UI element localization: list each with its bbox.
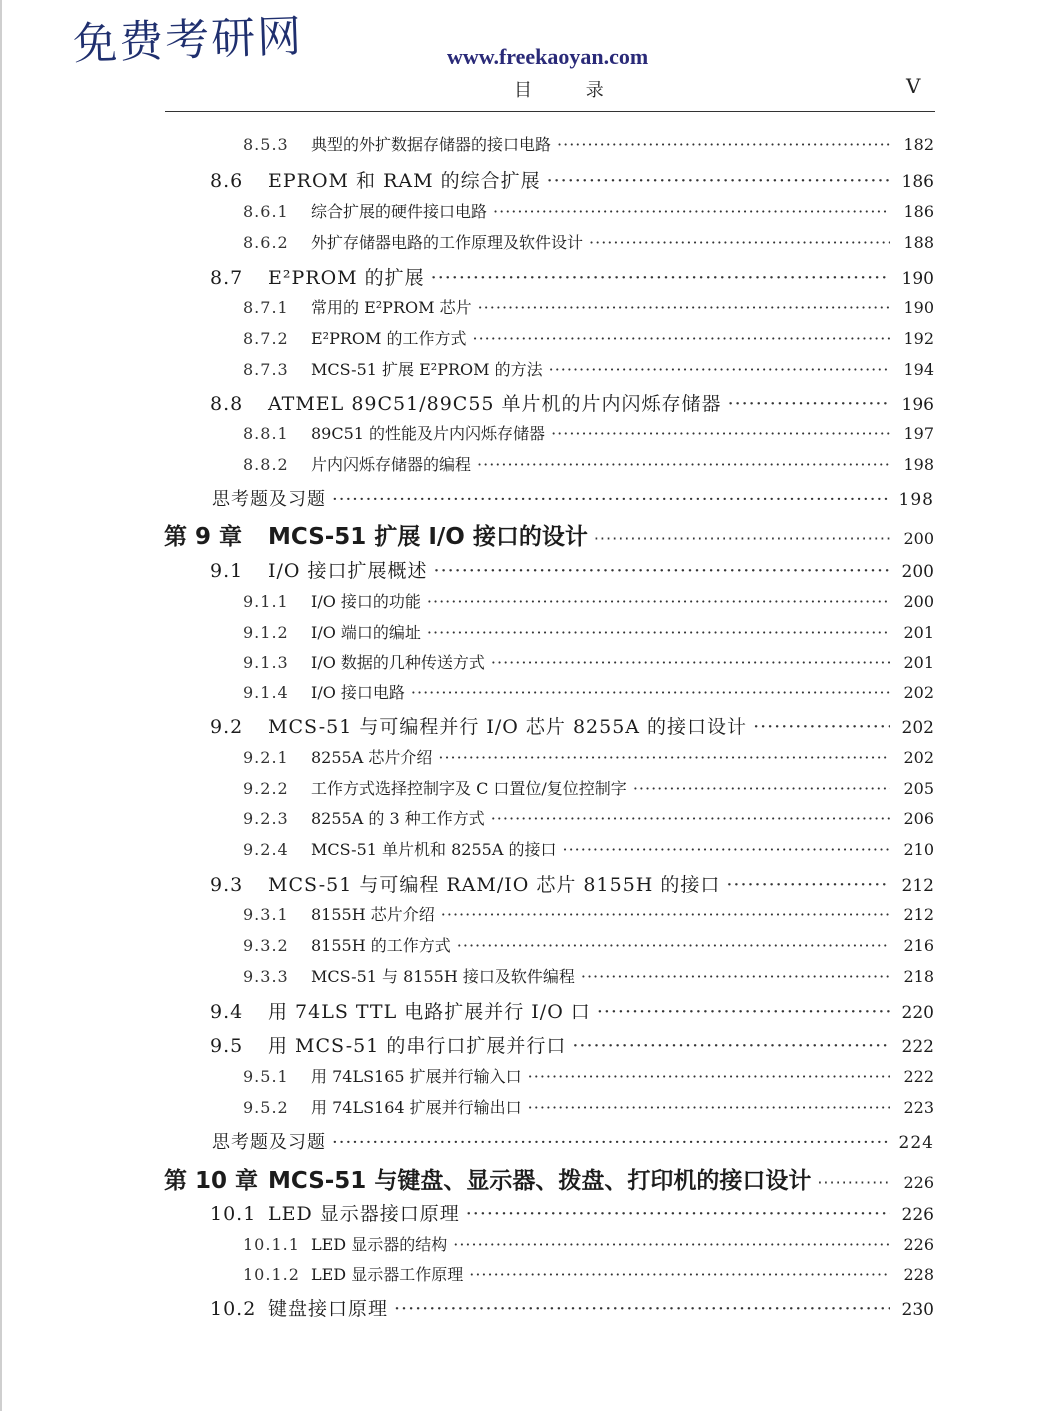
toc-entry-page: 194 xyxy=(903,360,934,379)
toc-entry-title: 用 MCS-51 的串行口扩展并行口 xyxy=(268,1035,567,1057)
toc-entry xyxy=(210,712,934,739)
toc-entry-number: 9.3.3 xyxy=(243,967,289,986)
toc-entry xyxy=(243,132,934,155)
toc-entry xyxy=(210,1199,934,1226)
dot-leader xyxy=(493,202,890,221)
toc-entry-number: 10.2 xyxy=(210,1298,257,1320)
dot-leader xyxy=(547,170,890,192)
toc-entry-title: E²PROM 的工作方式 xyxy=(311,329,467,348)
toc-entry-title: MCS-51 与可编程并行 I/O 芯片 8255A 的接口设计 xyxy=(268,716,748,738)
toc-entry-title: E²PROM 的扩展 xyxy=(268,267,425,289)
toc-entry-page: 192 xyxy=(903,329,934,348)
toc-entry-number: 9.4 xyxy=(210,1001,244,1023)
dot-leader xyxy=(817,1173,890,1192)
toc-entry-page: 202 xyxy=(903,683,934,702)
toc-entry-number: 9.1.3 xyxy=(243,653,289,672)
dot-leader xyxy=(441,905,890,924)
toc-entry-title: EPROM 和 RAM 的综合扩展 xyxy=(268,170,541,192)
toc-entry-page: 212 xyxy=(901,876,934,896)
toc-entry-number: 8.6.1 xyxy=(243,202,289,221)
dot-leader xyxy=(466,1203,890,1225)
toc-entry-number: 10.1.1 xyxy=(243,1235,300,1254)
running-header-page-number: V xyxy=(906,74,921,98)
toc-entry-page: 226 xyxy=(903,1235,934,1254)
toc-entry-page: 212 xyxy=(903,905,934,924)
toc-entry xyxy=(243,650,934,673)
toc-entry-title: 8255A 的 3 种工作方式 xyxy=(311,809,485,828)
toc-entry xyxy=(243,837,934,860)
toc-entry-number: 9.2.2 xyxy=(243,779,289,798)
toc-entry-title: MCS-51 与键盘、显示器、拨盘、打印机的接口设计 xyxy=(268,1168,812,1194)
dot-leader xyxy=(478,298,890,317)
toc-entry-number: 10.1 xyxy=(210,1203,257,1225)
toc-entry xyxy=(243,806,934,829)
toc-entry xyxy=(243,326,934,349)
toc-entry xyxy=(210,1031,934,1058)
toc-entry-page: 186 xyxy=(903,202,934,221)
dot-leader xyxy=(332,489,890,510)
toc-entry-title: MCS-51 与可编程 RAM/IO 芯片 8155H 的接口 xyxy=(268,874,721,896)
toc-entry xyxy=(210,997,934,1024)
toc-entry-number: 10.1.2 xyxy=(243,1265,300,1284)
toc-entry-number: 9.3.2 xyxy=(243,936,289,955)
toc-entry-title: 常用的 E²PROM 芯片 xyxy=(311,298,472,317)
toc-entry-page: 190 xyxy=(903,298,934,317)
toc-entry xyxy=(210,870,934,897)
dot-leader xyxy=(457,936,890,955)
toc-entry xyxy=(243,680,934,703)
toc-entry-page: 200 xyxy=(901,562,934,582)
toc-entry-title: I/O 接口扩展概述 xyxy=(268,560,428,582)
toc-entry xyxy=(212,485,934,511)
toc-entry xyxy=(210,166,934,193)
toc-entry xyxy=(164,518,934,551)
toc-entry-title: MCS-51 扩展 I/O 接口的设计 xyxy=(268,524,588,550)
toc-entry-title: 工作方式选择控制字及 C 口置位/复位控制字 xyxy=(311,779,627,798)
toc-entry-title: 综合扩展的硬件接口电路 xyxy=(311,202,488,221)
toc-entry-title: LED 显示器的结构 xyxy=(311,1235,448,1254)
toc-entry-number: 8.7.1 xyxy=(243,298,289,317)
toc-entry-title: 思考题及习题 xyxy=(212,1132,326,1153)
toc-entry-title: 用 74LS165 扩展并行输入口 xyxy=(311,1067,522,1086)
dot-leader xyxy=(528,1067,890,1086)
watermark-url[interactable]: www.freekaoyan.com xyxy=(447,44,649,69)
toc-entry-page: 198 xyxy=(903,455,934,474)
toc-entry-number: 8.8 xyxy=(210,393,244,415)
toc-entry-title: 8255A 芯片介绍 xyxy=(311,748,433,767)
toc-entry-page: 226 xyxy=(901,1205,934,1225)
toc-entry-page: 197 xyxy=(903,424,934,443)
toc-entry-title: 8155H 芯片介绍 xyxy=(311,905,435,924)
toc-entry-number: 8.6 xyxy=(210,170,244,192)
toc-entry-title: 用 74LS164 扩展并行输出口 xyxy=(311,1098,522,1117)
toc-entry-number: 9.5 xyxy=(210,1035,244,1057)
toc-entry-title: LED 显示器工作原理 xyxy=(311,1265,464,1284)
toc-entry-number: 9.2 xyxy=(210,716,244,738)
dot-leader xyxy=(477,455,890,474)
dot-leader xyxy=(332,1132,890,1153)
watermark-logo: 免费考研网 xyxy=(72,10,305,70)
toc-entry-page: 224 xyxy=(898,1133,934,1153)
dot-leader xyxy=(581,967,890,986)
toc-entry-page: 202 xyxy=(903,748,934,767)
toc-entry-title: 89C51 的性能及片内闪烁存储器 xyxy=(311,424,546,443)
toc-entry xyxy=(243,357,934,380)
toc-entry xyxy=(243,1064,934,1087)
toc-entry-title: 片内闪烁存储器的编程 xyxy=(311,455,472,474)
dot-leader xyxy=(589,233,890,252)
toc-entry xyxy=(243,589,934,612)
toc-entry-number: 9.1.1 xyxy=(243,592,289,611)
toc-entry xyxy=(243,964,934,987)
toc-entry-page: 210 xyxy=(903,840,934,859)
toc-entry-title: I/O 端口的编址 xyxy=(311,623,421,642)
toc-entry-title: MCS-51 与 8155H 接口及软件编程 xyxy=(311,967,575,986)
toc-entry xyxy=(243,745,934,768)
dot-leader xyxy=(473,329,891,348)
toc-entry-title: 典型的外扩数据存储器的接口电路 xyxy=(311,135,552,154)
dot-leader xyxy=(394,1298,890,1320)
dot-leader xyxy=(491,653,890,672)
running-header-title: 目 录 xyxy=(514,80,628,101)
toc-entry xyxy=(210,1294,934,1321)
toc-entry-number: 8.8.2 xyxy=(243,455,289,474)
toc-entry-title: 思考题及习题 xyxy=(212,489,326,510)
toc-entry-number: 9.1 xyxy=(210,560,244,582)
dot-leader xyxy=(438,748,890,767)
toc-entry-page: 188 xyxy=(903,233,934,252)
toc-entry-page: 216 xyxy=(903,936,934,955)
toc-entry-number: 第 10 章 xyxy=(164,1168,259,1194)
toc-entry-page: 200 xyxy=(903,529,934,548)
dot-leader xyxy=(427,592,890,611)
dot-leader xyxy=(597,1001,890,1023)
toc-entry-title: I/O 数据的几种传送方式 xyxy=(311,653,485,672)
toc-entry xyxy=(243,421,934,444)
dot-leader xyxy=(562,840,890,859)
toc-entry-title: I/O 接口的功能 xyxy=(311,592,421,611)
toc-entry xyxy=(243,776,934,799)
toc-entry-number: 8.8.1 xyxy=(243,424,289,443)
toc-entry xyxy=(243,1232,934,1255)
toc-entry xyxy=(243,620,934,643)
dot-leader xyxy=(427,623,890,642)
toc-entry-number: 8.7.3 xyxy=(243,360,289,379)
toc-entry-title: 键盘接口原理 xyxy=(268,1298,389,1320)
toc-entry xyxy=(212,1128,934,1154)
toc-entry xyxy=(164,1162,934,1195)
dot-leader xyxy=(557,135,890,154)
toc-entry-page: 205 xyxy=(903,779,934,798)
toc-entry xyxy=(243,1262,934,1285)
toc-entry-page: 226 xyxy=(903,1173,934,1192)
toc-entry-title: MCS-51 单片机和 8255A 的接口 xyxy=(311,840,557,859)
dot-leader xyxy=(434,560,890,582)
toc-entry xyxy=(243,1095,934,1118)
toc-entry-number: 9.3 xyxy=(210,874,244,896)
toc-entry-title: 外扩存储器电路的工作原理及软件设计 xyxy=(311,233,584,252)
toc-entry-page: 201 xyxy=(903,623,934,642)
toc-entry-page: 190 xyxy=(901,269,934,289)
toc-entry-number: 8.5.3 xyxy=(243,135,289,154)
toc-entry-title: LED 显示器接口原理 xyxy=(268,1203,460,1225)
toc-entry-number: 9.5.1 xyxy=(243,1067,289,1086)
toc-entry-page: 206 xyxy=(903,809,934,828)
toc-entry-number: 第 9 章 xyxy=(164,524,243,550)
dot-leader xyxy=(491,809,890,828)
toc-entry-page: 182 xyxy=(903,135,934,154)
toc-entry xyxy=(243,933,934,956)
toc-entry-number: 9.3.1 xyxy=(243,905,289,924)
dot-leader xyxy=(572,1035,890,1057)
dot-leader xyxy=(469,1265,890,1284)
toc-entry-title: I/O 接口电路 xyxy=(311,683,405,702)
toc-entry-number: 8.7 xyxy=(210,267,244,289)
toc-entry-number: 8.6.2 xyxy=(243,233,289,252)
toc-entry-number: 9.1.2 xyxy=(243,623,289,642)
toc-entry-number: 9.2.3 xyxy=(243,809,289,828)
toc-entry-number: 9.5.2 xyxy=(243,1098,289,1117)
toc-entry-title: ATMEL 89C51/89C55 单片机的片内闪烁存储器 xyxy=(268,393,722,415)
toc-entry-page: 230 xyxy=(901,1300,934,1320)
toc-entry-number: 9.1.4 xyxy=(243,683,289,702)
toc-entry-page: 223 xyxy=(903,1098,934,1117)
dot-leader xyxy=(633,779,890,798)
toc-entry-page: 196 xyxy=(901,395,934,415)
dot-leader xyxy=(411,683,890,702)
toc-entry-number: 9.2.1 xyxy=(243,748,289,767)
toc-entry xyxy=(210,389,934,416)
toc-entry xyxy=(210,263,934,290)
toc-entry-title: 8155H 的工作方式 xyxy=(311,936,451,955)
toc-entry-page: 228 xyxy=(903,1265,934,1284)
toc-entry xyxy=(243,199,934,222)
toc-entry-page: 202 xyxy=(901,718,934,738)
dot-leader xyxy=(549,360,890,379)
toc-entry-page: 200 xyxy=(903,592,934,611)
toc-entry-page: 220 xyxy=(901,1003,934,1023)
dot-leader xyxy=(728,393,890,415)
toc-entry-number: 9.2.4 xyxy=(243,840,289,859)
toc-entry-title: 用 74LS TTL 电路扩展并行 I/O 口 xyxy=(268,1001,591,1023)
dot-leader xyxy=(528,1098,890,1117)
toc-entry xyxy=(210,556,934,583)
dot-leader xyxy=(551,424,890,443)
dot-leader xyxy=(431,267,890,289)
dot-leader xyxy=(726,874,890,896)
dot-leader xyxy=(453,1235,890,1254)
toc-entry-page: 201 xyxy=(903,653,934,672)
dot-leader xyxy=(753,716,890,738)
toc-entry xyxy=(243,452,934,475)
toc-entry-page: 222 xyxy=(901,1037,934,1057)
toc-entry xyxy=(243,230,934,253)
toc-entry-page: 186 xyxy=(901,172,934,192)
toc-entry xyxy=(243,902,934,925)
toc-entry-title: MCS-51 扩展 E²PROM 的方法 xyxy=(311,360,543,379)
toc-entry-page: 198 xyxy=(898,490,934,510)
toc-entry-number: 8.7.2 xyxy=(243,329,289,348)
dot-leader xyxy=(594,529,890,548)
toc-entry-page: 222 xyxy=(903,1067,934,1086)
toc-entry xyxy=(243,295,934,318)
toc-entry-page: 218 xyxy=(903,967,934,986)
